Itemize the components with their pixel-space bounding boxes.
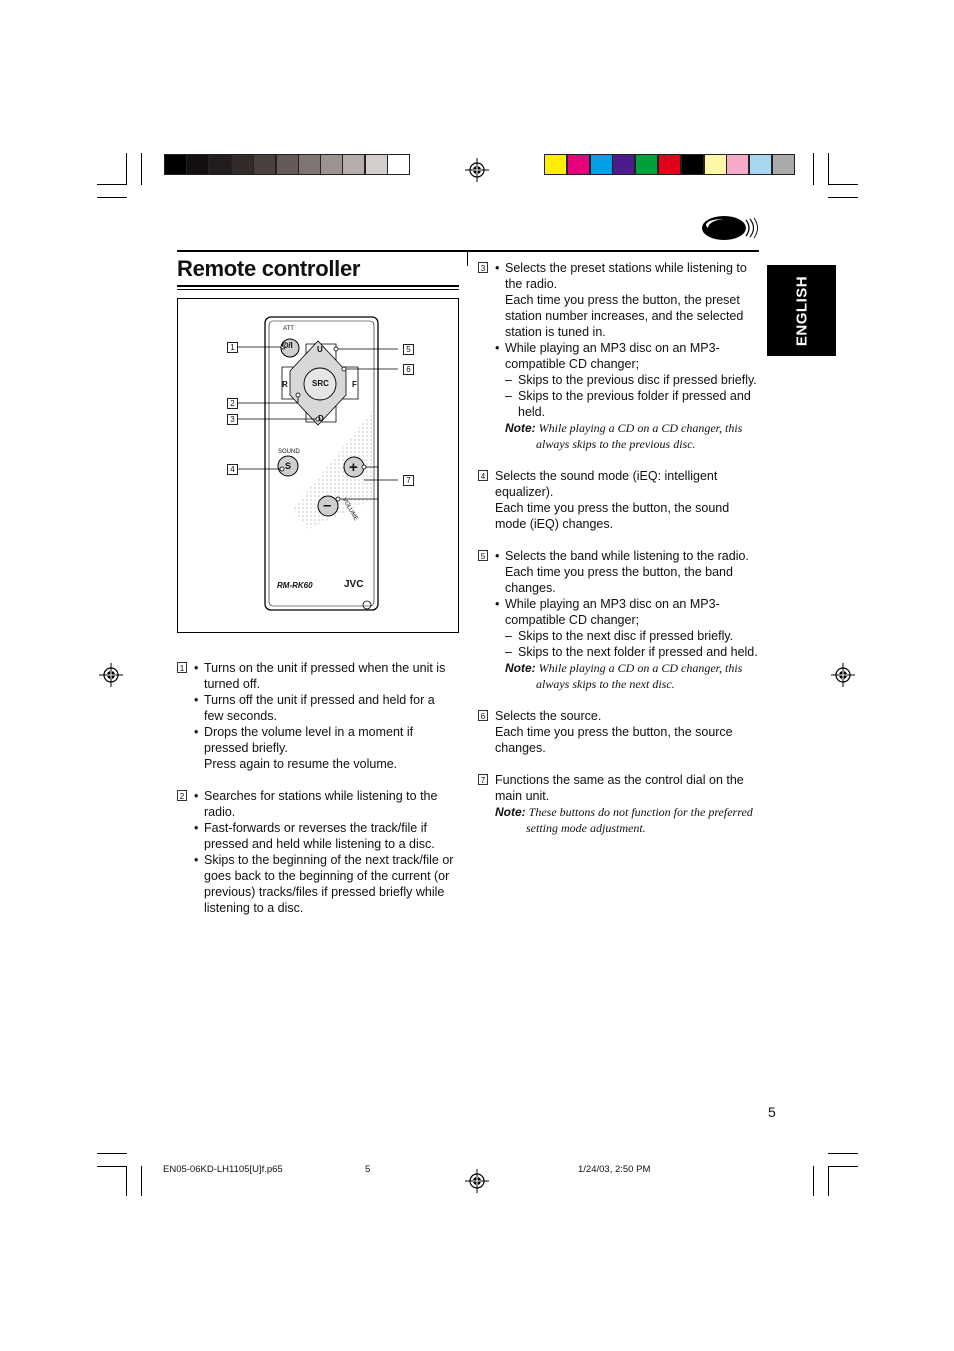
footer-filename: EN05-06KD-LH1105[U]f.p65 bbox=[163, 1164, 283, 1175]
gray-swatch bbox=[231, 154, 254, 175]
item-5 bbox=[478, 548, 760, 692]
paragraph: Press again to resume the volume. bbox=[204, 757, 398, 771]
bullet: • Searches for stations while listening to the radio. bbox=[194, 788, 455, 820]
paragraph: Each time you press the button, the band changes. bbox=[505, 565, 733, 595]
footer-page: 5 bbox=[365, 1164, 371, 1175]
bullet: • Turns on the unit if pressed when the unit is turned off. bbox=[194, 660, 455, 692]
volume-up-button[interactable]: + bbox=[349, 459, 358, 476]
color-swatch bbox=[749, 154, 772, 175]
paragraph: Selects the sound mode (iEQ: intelligent equalizer). bbox=[495, 469, 718, 499]
item-number: 4 bbox=[478, 470, 488, 481]
color-swatch bbox=[726, 154, 749, 175]
color-swatch bbox=[681, 154, 704, 175]
paragraph: Each time you press the button, the source changes. bbox=[495, 725, 733, 755]
page-number: 5 bbox=[768, 1104, 776, 1120]
note-label: Note: bbox=[505, 661, 536, 675]
note-text: While playing a CD on a CD changer, this always skips to the previous disc. bbox=[536, 421, 743, 451]
color-swatch bbox=[658, 154, 681, 175]
callout-5: 5 bbox=[403, 344, 414, 355]
rew-button[interactable]: R bbox=[282, 380, 288, 389]
up-button[interactable]: U bbox=[317, 345, 323, 354]
gray-swatch bbox=[164, 154, 187, 175]
item-1 bbox=[177, 660, 455, 772]
bullet: • Drops the volume level in a moment if pressed briefly. bbox=[194, 724, 455, 756]
registration-mark-top bbox=[465, 158, 489, 182]
note-label: Note: bbox=[505, 421, 536, 435]
left-column bbox=[177, 660, 455, 932]
item-3 bbox=[478, 260, 760, 452]
note bbox=[495, 660, 760, 692]
dash-item: – Skips to the next disc if pressed briefly. bbox=[495, 628, 760, 644]
att-label: ATT bbox=[283, 326, 294, 332]
title-rule-thin bbox=[177, 289, 459, 290]
title-rule bbox=[177, 285, 459, 287]
down-button[interactable]: D bbox=[318, 414, 324, 423]
color-swatch bbox=[567, 154, 590, 175]
gray-swatch bbox=[186, 154, 209, 175]
paragraph: Functions the same as the control dial on the main unit. bbox=[495, 773, 744, 803]
dash-item: – Skips to the previous disc if pressed briefly. bbox=[495, 372, 760, 388]
gray-swatch bbox=[276, 154, 299, 175]
brand-logo: JVC bbox=[344, 579, 364, 590]
sound-label: SOUND bbox=[278, 449, 300, 455]
color-swatch bbox=[704, 154, 727, 175]
callout-1: 1 bbox=[227, 342, 238, 353]
bullet: • Skips to the beginning of the next track/file or goes back to the beginning of the current (or previous) tracks/files if pressed briefly while listening to a disc. bbox=[194, 852, 455, 916]
item-number: 5 bbox=[478, 550, 488, 561]
item-number: 1 bbox=[177, 662, 187, 673]
registration-mark-right bbox=[831, 663, 855, 687]
item-number: 2 bbox=[177, 790, 187, 801]
top-rule bbox=[177, 250, 759, 252]
callout-3: 3 bbox=[227, 414, 238, 425]
item-number: 6 bbox=[478, 710, 488, 721]
note-text: While playing a CD on a CD changer, this always skips to the next disc. bbox=[536, 661, 743, 691]
gray-swatch bbox=[342, 154, 365, 175]
disc-icon bbox=[700, 212, 762, 244]
footer-date: 1/24/03, 2:50 PM bbox=[578, 1164, 651, 1175]
gray-swatch bbox=[365, 154, 388, 175]
note bbox=[495, 804, 760, 836]
column-divider bbox=[467, 250, 468, 266]
item-number: 7 bbox=[478, 774, 488, 785]
right-column bbox=[478, 260, 760, 852]
bullet: • Selects the band while listening to the radio. bbox=[495, 548, 760, 564]
volume-down-button[interactable]: – bbox=[323, 497, 332, 514]
color-swatch bbox=[635, 154, 658, 175]
language-label: ENGLISH bbox=[793, 275, 810, 346]
color-swatch bbox=[612, 154, 635, 175]
page-title: Remote controller bbox=[177, 256, 361, 281]
item-7 bbox=[478, 772, 760, 836]
paragraph: Each time you press the button, the preset station number increases, and the selected station is tuned in. bbox=[505, 293, 744, 339]
language-tab bbox=[767, 265, 836, 356]
paragraph: Each time you press the button, the sound mode (iEQ) changes. bbox=[495, 501, 730, 531]
item-2 bbox=[177, 788, 455, 916]
model-label: RM-RK60 bbox=[277, 581, 313, 590]
power-button[interactable]: ⏻/I bbox=[282, 341, 293, 350]
bullet: • Selects the preset stations while listening to the radio. bbox=[495, 260, 760, 292]
callout-7: 7 bbox=[403, 475, 414, 486]
color-swatch bbox=[544, 154, 567, 175]
color-swatch bbox=[772, 154, 795, 175]
gray-swatch bbox=[298, 154, 321, 175]
src-button[interactable]: SRC bbox=[312, 379, 329, 388]
fwd-button[interactable]: F bbox=[352, 380, 357, 389]
remote-figure bbox=[177, 298, 459, 633]
sound-button[interactable]: S bbox=[285, 461, 292, 471]
callout-6: 6 bbox=[403, 364, 414, 375]
bullet: • Turns off the unit if pressed and held for a few seconds. bbox=[194, 692, 455, 724]
paragraph: Selects the source. bbox=[495, 709, 602, 723]
note-text: These buttons do not function for the preferred setting mode adjustment. bbox=[526, 805, 753, 835]
callout-2: 2 bbox=[227, 398, 238, 409]
dash-item: – Skips to the next folder if pressed and held. bbox=[495, 644, 760, 660]
callout-4: 4 bbox=[227, 464, 238, 475]
bullet: • Fast-forwards or reverses the track/file if pressed and held while listening to a disc. bbox=[194, 820, 455, 852]
gray-swatch bbox=[209, 154, 232, 175]
bullet: • While playing an MP3 disc on an MP3-compatible CD changer; bbox=[495, 596, 760, 628]
color-swatch bbox=[590, 154, 613, 175]
note bbox=[495, 420, 760, 452]
item-6 bbox=[478, 708, 760, 756]
dash-item: – Skips to the previous folder if pressed and held. bbox=[495, 388, 760, 420]
gray-swatch bbox=[320, 154, 343, 175]
item-number: 3 bbox=[478, 262, 488, 273]
volume-label: VOLUME bbox=[340, 497, 359, 522]
gray-swatch bbox=[387, 154, 410, 175]
gray-swatch bbox=[253, 154, 276, 175]
registration-mark-left bbox=[99, 663, 123, 687]
note-label: Note: bbox=[495, 805, 526, 819]
item-4 bbox=[478, 468, 760, 532]
registration-mark-bottom bbox=[465, 1169, 489, 1193]
bullet: • While playing an MP3 disc on an MP3-compatible CD changer; bbox=[495, 340, 760, 372]
